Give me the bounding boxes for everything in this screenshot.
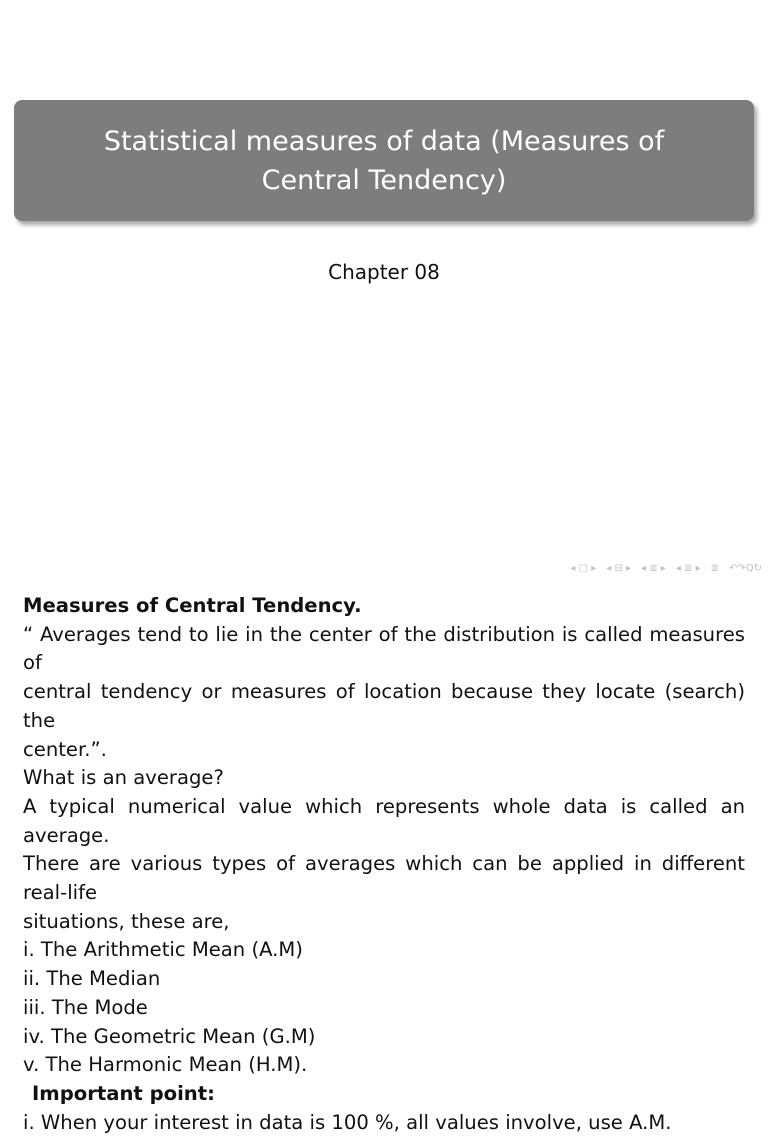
- list-item: v. The Harmonic Mean (H.M).: [23, 1053, 308, 1077]
- nav-align-icon[interactable]: ≣: [710, 562, 719, 574]
- chapter-label: Chapter 08: [328, 260, 440, 284]
- definition-line: situations, these are,: [23, 909, 230, 933]
- nav-section-icon[interactable]: ◂ ≣ ▸: [641, 562, 666, 574]
- beamer-navigation-bar: [570, 560, 762, 576]
- quote-line: central tendency or measures of location because they locate (search) the: [23, 680, 745, 732]
- nav-prev-frame-icon[interactable]: ◂ □ ▸: [570, 562, 597, 574]
- question-text: What is an average?: [23, 766, 224, 790]
- quote-line: “ Averages tend to lie in the center of the distribution is called measures of: [23, 622, 745, 675]
- important-label: Important point:: [32, 1081, 215, 1105]
- important-point: i. When your interest in data is 100 %, all values involve, use A.M.: [23, 1110, 672, 1134]
- section-heading: Measures of Central Tendency.: [23, 594, 362, 617]
- quote-line: center.”.: [23, 737, 107, 761]
- content-slide: [23, 592, 745, 1137]
- slide-title: Statistical measures of data (Measures of Central Tendency): [103, 125, 665, 196]
- definition-line: There are various types of averages which can be applied in different real-life: [23, 852, 745, 905]
- list-item: ii. The Median: [23, 967, 161, 991]
- list-item: iii. The Mode: [23, 995, 148, 1019]
- nav-subsection-icon[interactable]: ◂ ⊟ ▸: [606, 562, 632, 574]
- title-box: [14, 100, 754, 221]
- list-item: iv. The Geometric Mean (G.M): [23, 1024, 316, 1048]
- nav-prev-section-icon[interactable]: ◂ ≣ ▸: [675, 562, 701, 574]
- definition-line: A typical numerical value which represents whole data is called an average.: [23, 794, 745, 847]
- nav-search-icon[interactable]: ↶↷Q↻: [728, 562, 762, 574]
- list-item: i. The Arithmetic Mean (A.M): [23, 938, 303, 962]
